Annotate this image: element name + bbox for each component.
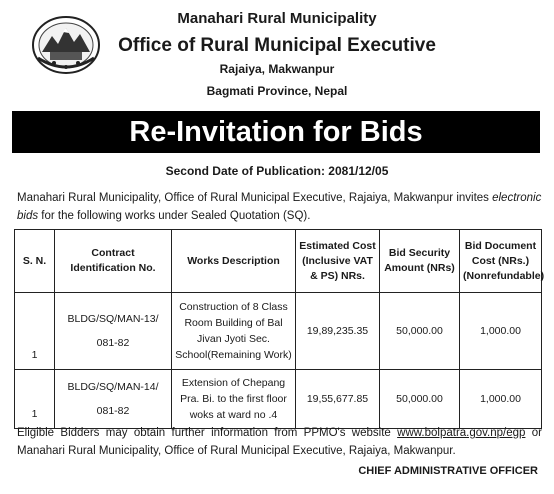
header-bid-document-cost: Bid Document Cost (NRs.) (Nonrefundable) bbox=[460, 230, 542, 293]
contract-id-line2: 081-82 bbox=[96, 337, 130, 349]
header-bid-security: Bid Security Amount (NRs) bbox=[380, 230, 460, 293]
intro-text-1: Manahari Rural Municipality, Office of Rural Municipal Executive, Rajaiya, Makwanpur invites bbox=[17, 192, 493, 204]
publication-date: Second Date of Publication: 2081/12/05 bbox=[165, 164, 389, 178]
contract-id-line1: BLDG/SQ/MAN-13/ bbox=[67, 313, 159, 325]
contract-id-line1: BLDG/SQ/MAN-14/ bbox=[67, 381, 159, 393]
cell-sn: 1 bbox=[15, 293, 55, 370]
footer-text-1: Eligible Bidders may obtain further information from PPMO's website bbox=[17, 427, 398, 439]
bids-table bbox=[14, 229, 545, 429]
cell-works-description: Construction of 8 Class Room Building of Bal Jivan Jyoti Sec. School(Remaining Work) bbox=[172, 293, 296, 370]
municipality-name: Manahari Rural Municipality bbox=[177, 10, 377, 27]
table-row bbox=[15, 293, 542, 370]
signature-title: CHIEF ADMINISTRATIVE OFFICER bbox=[358, 465, 538, 477]
notice-title-banner: Re-Invitation for Bids bbox=[12, 111, 540, 153]
header-sn: S. N. bbox=[15, 230, 55, 293]
cell-bid-document-cost: 1,000.00 bbox=[460, 293, 542, 370]
table-row bbox=[15, 370, 542, 429]
cell-contract-id bbox=[55, 293, 172, 370]
cell-estimated-cost: 19,55,677.85 bbox=[296, 370, 380, 429]
cell-bid-document-cost: 1,000.00 bbox=[460, 370, 542, 429]
intro-text-2: for the following works under Sealed Quotation (SQ). bbox=[38, 210, 311, 222]
table-header-row bbox=[15, 230, 542, 293]
office-name: Office of Rural Municipal Executive bbox=[118, 35, 436, 56]
footer-paragraph bbox=[17, 424, 542, 460]
footer-text-2: or Manahari Rural Municipality, Office of Rural Municipal Executive, Rajaiya, Makwanpur. bbox=[17, 427, 543, 457]
header-works-description: Works Description bbox=[172, 230, 296, 293]
header-contract-id: Contract Identification No. bbox=[55, 230, 172, 293]
province-name: Bagmati Province, Nepal bbox=[206, 84, 348, 98]
cell-bid-security: 50,000.00 bbox=[380, 370, 460, 429]
cell-bid-security: 50,000.00 bbox=[380, 293, 460, 370]
intro-paragraph bbox=[17, 189, 542, 225]
cell-contract-id bbox=[55, 370, 172, 429]
contract-id-line2: 081-82 bbox=[96, 405, 130, 417]
cell-works-description: Extension of Chepang Pra. Bi. to the first floor woks at ward no .4 bbox=[172, 370, 296, 429]
header-estimated-cost: Estimated Cost (Inclusive VAT & PS) NRs. bbox=[296, 230, 380, 293]
office-location: Rajaiya, Makwanpur bbox=[219, 62, 335, 76]
ppmo-website-link[interactable]: www.bolpatra.gov.np/egp bbox=[397, 427, 526, 439]
cell-sn: 1 bbox=[15, 370, 55, 429]
intro-emphasis: electronic bids bbox=[17, 192, 542, 222]
cell-estimated-cost: 19,89,235.35 bbox=[296, 293, 380, 370]
